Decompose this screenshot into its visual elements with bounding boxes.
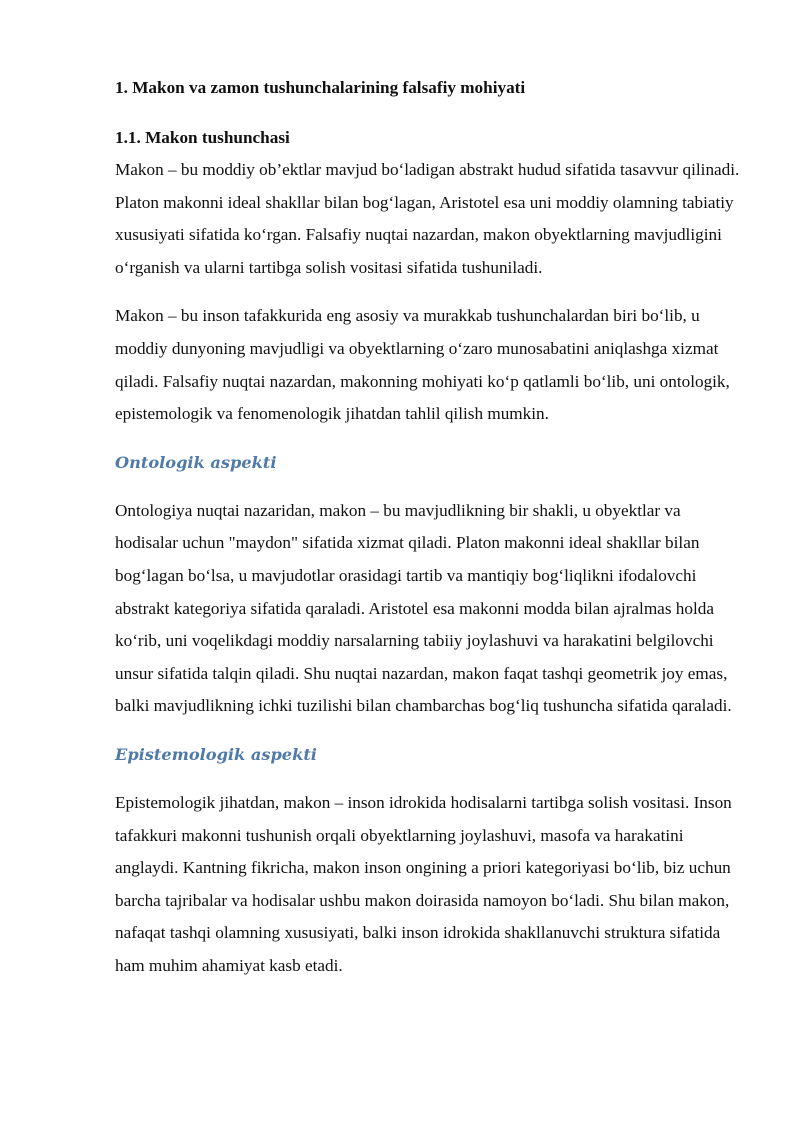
paragraph: Makon – bu moddiy ob’ektlar mavjud bo‘ladigan abstrakt hudud sifatida tasavvur qilinadi. Platon makonni ideal shakllar bilan bog‘lagan, Aristotel esa uni moddiy olamning tabiatiy xususiyati sifatida ko‘rgan. Falsafiy nuqtai nazardan, makon obyektlarning mavjudligini o‘rganish va ularni tartibga solish vositasi sifatida tushuniladi.	[115, 160, 740, 277]
section-paragraph-ontologik: Ontologiya nuqtai nazaridan, makon – bu mavjudlikning bir shakli, u obyektlar va hodisalar uchun "maydon" sifatida xizmat qiladi. Platon makonni ideal shakllar bilan bog‘lagan bo‘lsa, u mavjudotlar orasidagi tartib va mantiqiy bog‘liqlikni ifodalovchi abstrakt kategoriya sifatida qaraladi. Aristotel esa makonni modda bilan ajralmas holda ko‘rib, uni voqelikdagi moddiy narsalarning tabiiy joylashuvi va harakatini belgilovchi unsur sifatida talqin qiladi. Shu nuqtai nazardan, makon faqat tashqi geometrik joy emas, balki mavjudlikning ichki tuzilishi bilan chambarchas bog‘liq tushuncha sifatida qaraladi.	[115, 500, 732, 716]
paragraph: Makon – bu inson tafakkurida eng asosiy va murakkab tushunchalardan biri bo‘lib, u moddiy dunyoning mavjudligi va obyektlarning o‘zaro munosabatini aniqlashga xizmat qiladi. Falsafiy nuqtai nazardan, makonning mohiyati ko‘p qatlamli bo‘lib, uni ontologik, epistemologik va fenomenologik jihatdan tahlil qilish mumkin.	[115, 306, 730, 424]
section-heading-ontologik: Ontologik aspekti	[115, 452, 277, 472]
section-subtitle: 1.1. Makon tushunchasi	[115, 128, 290, 147]
section-paragraph-epistemologik: Epistemologik jihatdan, makon – inson idrokida hodisalarni tartibga solish vositasi. Inson tafakkuri makonni tushunish orqali obyektlarning joylashuvi, masofa va harakatini anglaydi. Kantning fikricha, makon inson ongining a priori kategoriyasi bo‘lib, biz uchun barcha tajribalar va hodisalar ushbu makon doirasida namoyon bo‘ladi. Shu bilan makon, nafaqat tashqi olamning xususiyati, balki inson idrokida shakllanuvchi struktura sifatida ham muhim ahamiyat kasb etadi.	[115, 792, 732, 975]
document-title: 1. Makon va zamon tushunchalarining falsafiy mohiyati	[115, 78, 526, 97]
section-heading-epistemologik: Epistemologik aspekti	[115, 744, 317, 764]
document-page	[115, 72, 745, 982]
